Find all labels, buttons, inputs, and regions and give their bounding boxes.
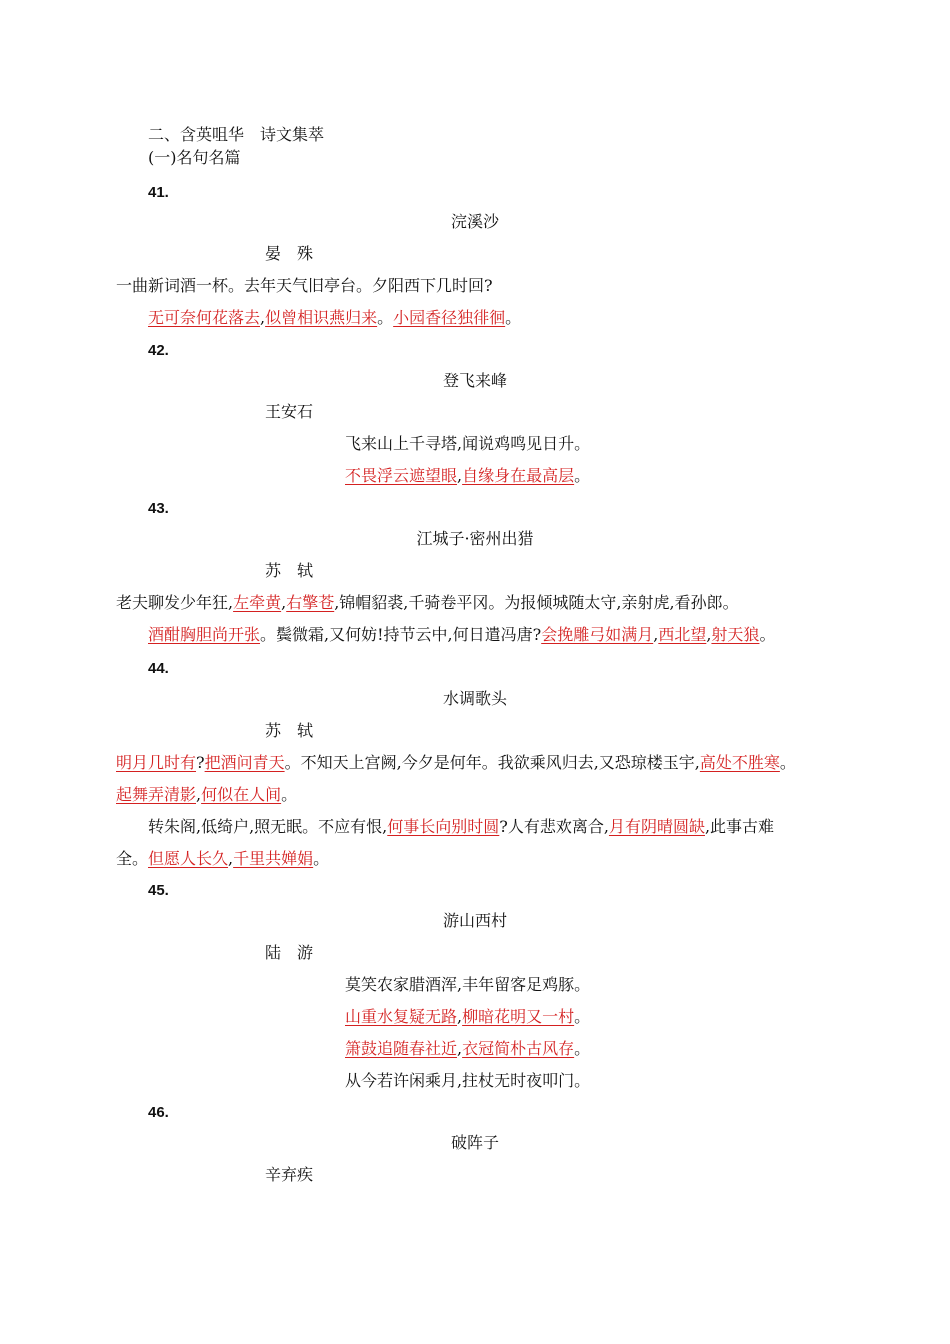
poem-title-43: 江城子·密州出猎	[416, 529, 534, 548]
answer-blank: 千里共婵娟	[233, 849, 314, 868]
text-run: ,	[228, 849, 234, 868]
punctuation: 。	[574, 466, 591, 485]
poem-line-45-2	[345, 1006, 590, 1028]
section-title: 二、含英咀华 诗文集萃	[148, 125, 325, 144]
punctuation: 。	[574, 1039, 591, 1058]
poem-title-41: 浣溪沙	[450, 212, 499, 231]
punctuation: ,	[457, 1007, 463, 1026]
text-run: 老夫聊发少年狂,	[116, 593, 234, 612]
poem-line-43-1	[116, 592, 739, 614]
text-run: ,	[196, 785, 202, 804]
punctuation: 。	[505, 308, 522, 327]
text-run: ,	[706, 625, 712, 644]
text-run: 。	[313, 849, 330, 868]
poem-line-44-4	[116, 848, 329, 870]
answer-blank: 不畏浮云遮望眼	[345, 466, 458, 485]
poem-line-44-1	[116, 752, 796, 774]
poem-title-45: 游山西村	[442, 911, 507, 930]
answer-blank: 山重水复疑无路	[345, 1007, 458, 1026]
text-run: 。	[281, 785, 298, 804]
poem-line-44-3	[148, 816, 774, 838]
answer-blank: 射天狼	[711, 625, 760, 644]
answer-blank: 西北望	[658, 625, 707, 644]
poem-author-41: 晏 殊	[265, 244, 314, 263]
answer-blank: 明月几时有	[116, 753, 197, 772]
question-number-46: 46.	[148, 1104, 169, 1121]
answer-blank: 何事长向别时圆	[387, 817, 500, 836]
text-run: 转朱阁,低绮户,照无眠。不应有恨,	[148, 817, 388, 836]
poem-author-46: 辛弃疾	[265, 1165, 314, 1184]
text-run: ,	[653, 625, 659, 644]
text-run: ?	[196, 753, 205, 772]
answer-blank: 何似在人间	[201, 785, 282, 804]
poem-line-42-1: 飞来山上千寻塔,闻说鸡鸣见日升。	[345, 434, 591, 453]
answer-blank: 柳暗花明又一村	[462, 1007, 575, 1026]
text-run: 。不知天上宫阙,今夕是何年。我欲乘风归去,又恐琼楼玉宇,	[284, 753, 700, 772]
answer-blank: 高处不胜寒	[699, 753, 780, 772]
text-run: 全。	[116, 849, 149, 868]
answer-blank: 似曾相识燕归来	[265, 308, 378, 327]
text-run: ?人有悲欢离合,	[499, 817, 609, 836]
poem-line-45-3	[345, 1038, 590, 1060]
question-number-44: 44.	[148, 660, 169, 677]
answer-blank: 箫鼓追随春社近	[345, 1039, 458, 1058]
answer-blank: 右擎苍	[286, 593, 335, 612]
punctuation: ,	[457, 1039, 463, 1058]
poem-line-45-1: 莫笑农家腊酒浑,丰年留客足鸡豚。	[345, 975, 591, 994]
question-number-43: 43.	[148, 500, 169, 517]
poem-line-43-2	[148, 624, 775, 646]
answer-blank: 月有阴晴圆缺	[608, 817, 705, 836]
question-number-41: 41.	[148, 184, 169, 201]
answer-blank: 起舞弄清影	[116, 785, 197, 804]
poem-line-44-2	[116, 784, 297, 806]
answer-blank: 左牵黄	[233, 593, 282, 612]
answer-blank: 但愿人长久	[148, 849, 229, 868]
answer-blank: 把酒问青天	[204, 753, 285, 772]
poem-line-45-4: 从今若许闲乘月,拄杖无时夜叩门。	[345, 1071, 591, 1090]
punctuation: 。	[574, 1007, 591, 1026]
section-subtitle: (一)名句名篇	[148, 148, 241, 167]
punctuation: ,	[260, 308, 266, 327]
poem-title-46: 破阵子	[450, 1133, 499, 1152]
poem-author-43: 苏 轼	[265, 561, 314, 580]
poem-line-41-1: 一曲新词酒一杯。去年天气旧亭台。夕阳西下几时回?	[116, 276, 493, 295]
answer-blank: 衣冠简朴古风存	[462, 1039, 575, 1058]
answer-blank: 酒酣胸胆尚开张	[148, 625, 261, 644]
text-run: ,此事古难	[704, 817, 775, 836]
question-number-42: 42.	[148, 342, 169, 359]
poem-author-42: 王安石	[265, 402, 314, 421]
poem-author-45: 陆 游	[265, 943, 314, 962]
punctuation: 。	[377, 308, 394, 327]
answer-blank: 自缘身在最高层	[462, 466, 575, 485]
answer-blank: 小园香径独徘徊	[393, 308, 506, 327]
answer-blank: 会挽雕弓如满月	[541, 625, 654, 644]
text-run: 。	[759, 625, 776, 644]
text-run: 。	[779, 753, 796, 772]
poem-title-42: 登飞来峰	[442, 371, 507, 390]
text-run: 。鬓微霜,又何妨!持节云中,何日遣冯唐?	[260, 625, 542, 644]
punctuation: ,	[457, 466, 463, 485]
poem-author-44: 苏 轼	[265, 721, 314, 740]
question-number-45: 45.	[148, 882, 169, 899]
poem-line-41-2	[148, 307, 521, 329]
text-run: ,锦帽貂裘,千骑卷平冈。为报倾城随太守,亲射虎,看孙郎。	[334, 593, 739, 612]
poem-line-42-2	[345, 465, 590, 487]
text-run: ,	[281, 593, 287, 612]
answer-blank: 无可奈何花落去	[148, 308, 261, 327]
poem-title-44: 水调歌头	[442, 689, 507, 708]
